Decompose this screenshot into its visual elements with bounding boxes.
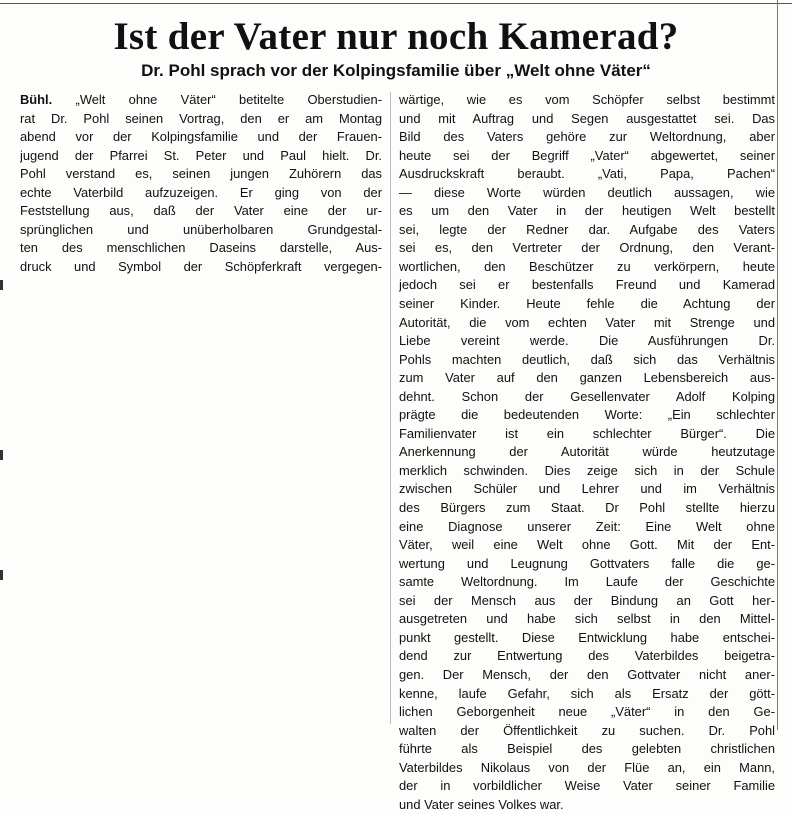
column-line: Väter, weil eine Welt ohne Gott. Mit der Ent- — [399, 537, 775, 553]
column-line: Ausdruckskraft beraubt. „Vati, Papa, Pachen“ — [399, 166, 775, 182]
article-column-right — [399, 91, 775, 814]
column-line: der in vorbildlicher Weise Vater seiner Familie — [399, 778, 775, 794]
column-line: es um den Vater in der heutigen Welt bestellt — [399, 203, 775, 219]
column-line: wertung und Leugnung Gottvaters falle die ge- — [399, 555, 775, 571]
column-line: eine Diagnose unserer Zeit: Eine Welt ohne — [399, 518, 775, 534]
column-line: Liebe vereint werde. Die Ausführungen Dr. — [399, 333, 775, 349]
column-line: rat Dr. Pohl seinen Vortrag, den er am Montag — [20, 110, 382, 126]
column-line: jugend der Pfarrei St. Peter und Paul hielt. Dr. — [20, 147, 382, 163]
right-border-rule — [777, 0, 778, 730]
column-line: gen. Der Mensch, der den Gottvater nicht aner- — [399, 666, 775, 682]
column-line: dend zur Entwertung des Vaterbildes beigetra- — [399, 648, 775, 664]
column-line: walten der Öffentlichkeit zu suchen. Dr. Pohl — [399, 722, 775, 738]
column-line: Pohl verstand es, seinen jungen Zuhörern das — [20, 166, 382, 182]
column-line: ten des menschlichen Daseins darstelle, Aus- — [20, 240, 382, 256]
column-line: und mit Auftrag und Segen ausgestattet sei. Das — [399, 110, 775, 126]
column-line — [20, 91, 382, 110]
column-line: — diese Worte würden deutlich aussagen, wie — [399, 184, 775, 200]
column-line-text: „Welt ohne Väter“ betitelte Oberstudien- — [75, 92, 382, 107]
column-line: sei es, den Vertreter der Ordnung, den Verant- — [399, 240, 775, 256]
column-line: wärtige, wie es vom Schöpfer selbst bestimmt — [399, 92, 775, 107]
column-line: Anerkennung der Autorität würde heutzutage — [399, 444, 775, 460]
column-line: und Vater seines Volkes war. — [399, 796, 564, 812]
column-line: Bild des Vaters gehöre zur Weltordnung, aber — [399, 129, 775, 145]
column-line: Pohls machten deutlich, daß sich das Verhältnis — [399, 351, 775, 367]
column-line: jedoch sei er bestenfalls Freund und Kamerad — [399, 277, 775, 293]
left-margin-artifacts — [0, 280, 4, 610]
column-line: Autorität, die vom echten Vater mit Strenge und — [399, 314, 775, 330]
column-line: dehnt. Schon der Gesellenvater Adolf Kolping — [399, 388, 775, 404]
column-line: sei, legte der Redner dar. Aufgabe des Vaters — [399, 221, 775, 237]
column-line: Vaterbildes Nikolaus von der Flüe an, ein Mann, — [399, 759, 775, 775]
margin-tick — [0, 450, 3, 460]
column-line: echte Vaterbild aufzuzeigen. Er ging von der — [20, 184, 382, 200]
column-line: heute sei der Begriff „Vater“ abgewertet, seiner — [399, 147, 775, 163]
column-line: druck und Symbol der Schöpferkraft vergegen- — [20, 258, 382, 274]
column-line: zwischen Schüler und Lehrer und im Verhältnis — [399, 481, 775, 497]
column-line: zum Vater auf den ganzen Lebensbereich aus- — [399, 370, 775, 386]
column-line: samte Weltordnung. Im Laufe der Geschichte — [399, 574, 775, 590]
margin-tick — [0, 280, 3, 290]
column-line: seiner Kinder. Heute fehle die Achtung der — [399, 296, 775, 312]
column-line: Familienvater ist ein schlechter Bürger“. Die — [399, 425, 775, 441]
column-line: merklich schwinden. Dies zeige sich in der Schule — [399, 462, 775, 478]
column-line: wortlichen, den Beschützer zu verkörpern, heute — [399, 258, 775, 274]
column-line: lichen Geborgenheit neue „Väter“ in den Ge- — [399, 704, 775, 720]
column-line: abend vor der Kolpingsfamilie und der Frauen- — [20, 129, 382, 145]
article-subheadline: Dr. Pohl sprach vor der Kolpingsfamilie über „Welt ohne Väter“ — [141, 61, 651, 80]
article-headline: Ist der Vater nur noch Kamerad? — [113, 15, 679, 58]
column-divider — [390, 92, 391, 724]
column-line: führte als Beispiel des gelebten christlichen — [399, 741, 775, 757]
column-line: kenne, laufe Gefahr, sich als Ersatz der gött- — [399, 685, 775, 701]
column-line: punkt gestellt. Diese Entwicklung habe entschei- — [399, 629, 775, 645]
margin-tick — [0, 570, 3, 580]
article-dateline: Bühl. — [20, 92, 53, 107]
column-line: des Bürgers zum Staat. Dr Pohl stellte hierzu — [399, 500, 775, 516]
article-column-left — [20, 91, 382, 276]
column-line: Feststellung aus, daß der Vater eine der ur- — [20, 203, 382, 219]
column-line: ausgetreten und habe sich selbst in den Mittel- — [399, 611, 775, 627]
column-line: prägte die bedeutenden Worte: „Ein schlechter — [399, 407, 775, 423]
column-line: sprünglichen und unüberholbaren Grundgestal- — [20, 221, 382, 237]
column-line: sei der Mensch aus der Bindung an Gott her- — [399, 592, 775, 608]
top-border-rule — [0, 3, 792, 4]
